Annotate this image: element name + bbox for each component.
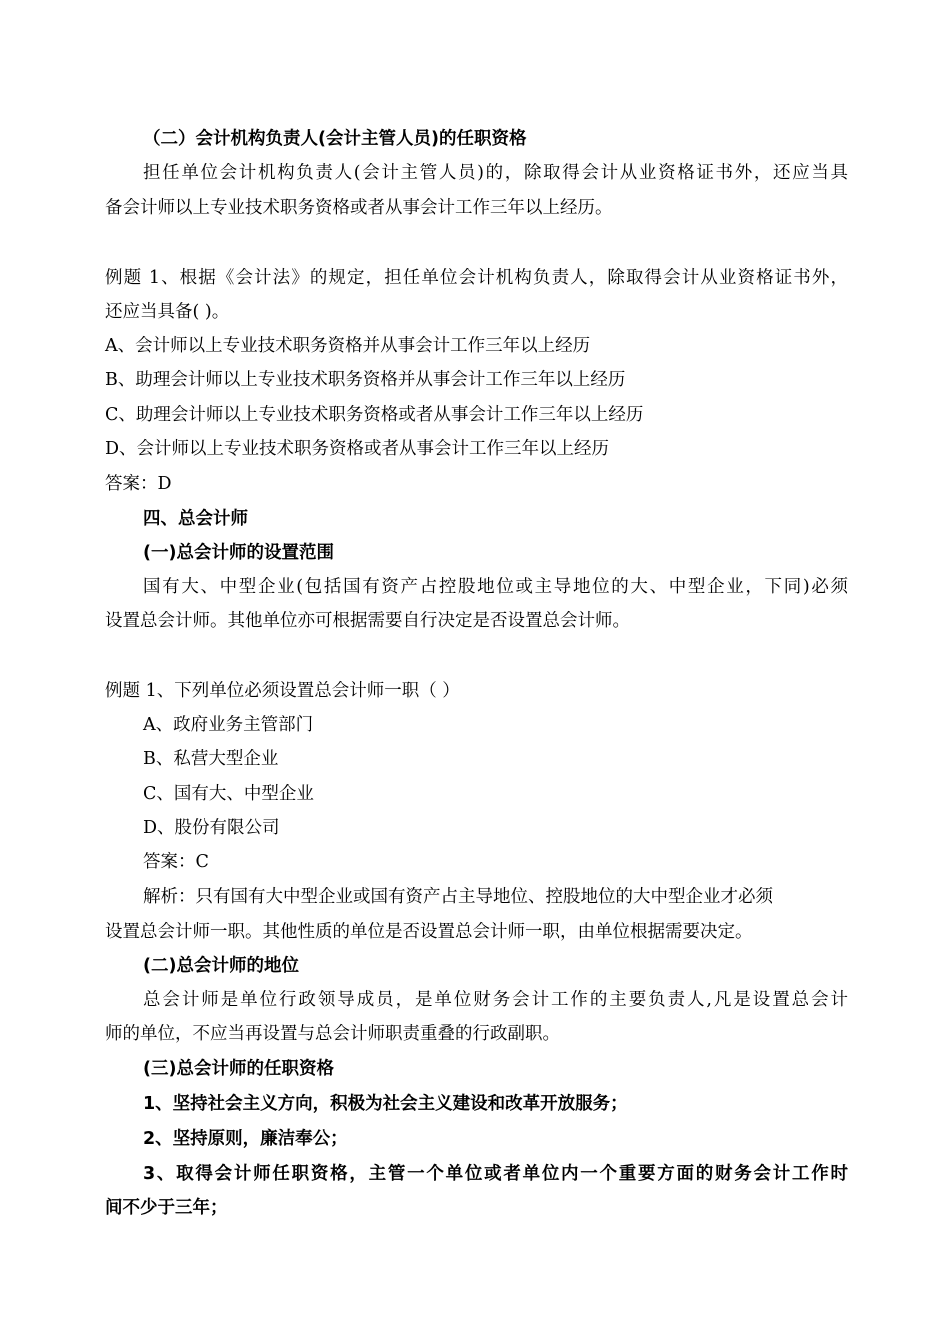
example-2-analysis-line-2: 设置总会计师一职。其他性质的单位是否设置总会计师一职，由单位根据需要决定。 [105,922,753,942]
qualification-item-1: 1、坚持社会主义方向，积极为社会主义建设和改革开放服务； [143,1094,628,1114]
example-1-option-d: D、会计师以上专业技术职务资格或者从事会计工作三年以上经历 [105,439,610,459]
example-1-answer: 答案：D [105,474,172,494]
example-1-question-line-1: 例题 1、根据《会计法》的规定，担任单位会计机构负责人，除取得会计从业资格证书外， [105,268,848,288]
sub-1-paragraph-line-2: 设置总会计师。其他单位亦可根据需要自行决定是否设置总会计师。 [105,611,630,631]
section-2-title: （二）会计机构负责人(会计主管人员)的任职资格 [143,129,527,149]
sub-2-paragraph-line-2: 师的单位，不应当再设置与总会计师职责重叠的行政副职。 [105,1024,560,1044]
sub-2-title: (二)总会计师的地位 [143,956,299,976]
example-2-option-c: C、国有大、中型企业 [143,784,314,804]
example-2-answer: 答案：C [143,852,209,872]
example-1-option-c: C、助理会计师以上专业技术职务资格或者从事会计工作三年以上经历 [105,405,644,425]
example-1-option-b: B、助理会计师以上专业技术职务资格并从事会计工作三年以上经历 [105,370,626,390]
sub-3-title: (三)总会计师的任职资格 [143,1059,334,1079]
sub-2-paragraph-line-1: 总会计师是单位行政领导成员，是单位财务会计工作的主要负责人,凡是设置总会计 [143,990,848,1010]
sub-1-paragraph-line-1: 国有大、中型企业(包括国有资产占控股地位或主导地位的大、中型企业，下同)必须 [143,577,848,597]
example-2-analysis-line-1: 解析：只有国有大中型企业或国有资产占主导地位、控股地位的大中型企业才必须 [143,887,773,907]
qualification-item-3-line-2: 间不少于三年； [105,1198,228,1218]
example-2-option-b: B、私营大型企业 [143,749,279,769]
example-2-option-d: D、股份有限公司 [143,818,280,838]
section-2-paragraph-line-2: 备会计师以上专业技术职务资格或者从事会计工作三年以上经历。 [105,198,613,218]
example-2-question: 例题 1、下列单位必须设置总会计师一职（ ） [105,681,460,701]
example-2-option-a: A、政府业务主管部门 [143,715,314,735]
sub-1-title: (一)总会计师的设置范围 [143,543,334,563]
example-1-option-a: A、会计师以上专业技术职务资格并从事会计工作三年以上经历 [105,336,591,356]
qualification-item-2: 2、坚持原则，廉洁奉公； [143,1129,348,1149]
section-4-title: 四、总会计师 [143,509,248,529]
example-1-question-line-2: 还应当具备( )。 [105,302,230,322]
section-2-paragraph-line-1: 担任单位会计机构负责人(会计主管人员)的，除取得会计从业资格证书外，还应当具 [143,163,848,183]
qualification-item-3-line-1: 3、取得会计师任职资格，主管一个单位或者单位内一个重要方面的财务会计工作时 [143,1164,848,1184]
